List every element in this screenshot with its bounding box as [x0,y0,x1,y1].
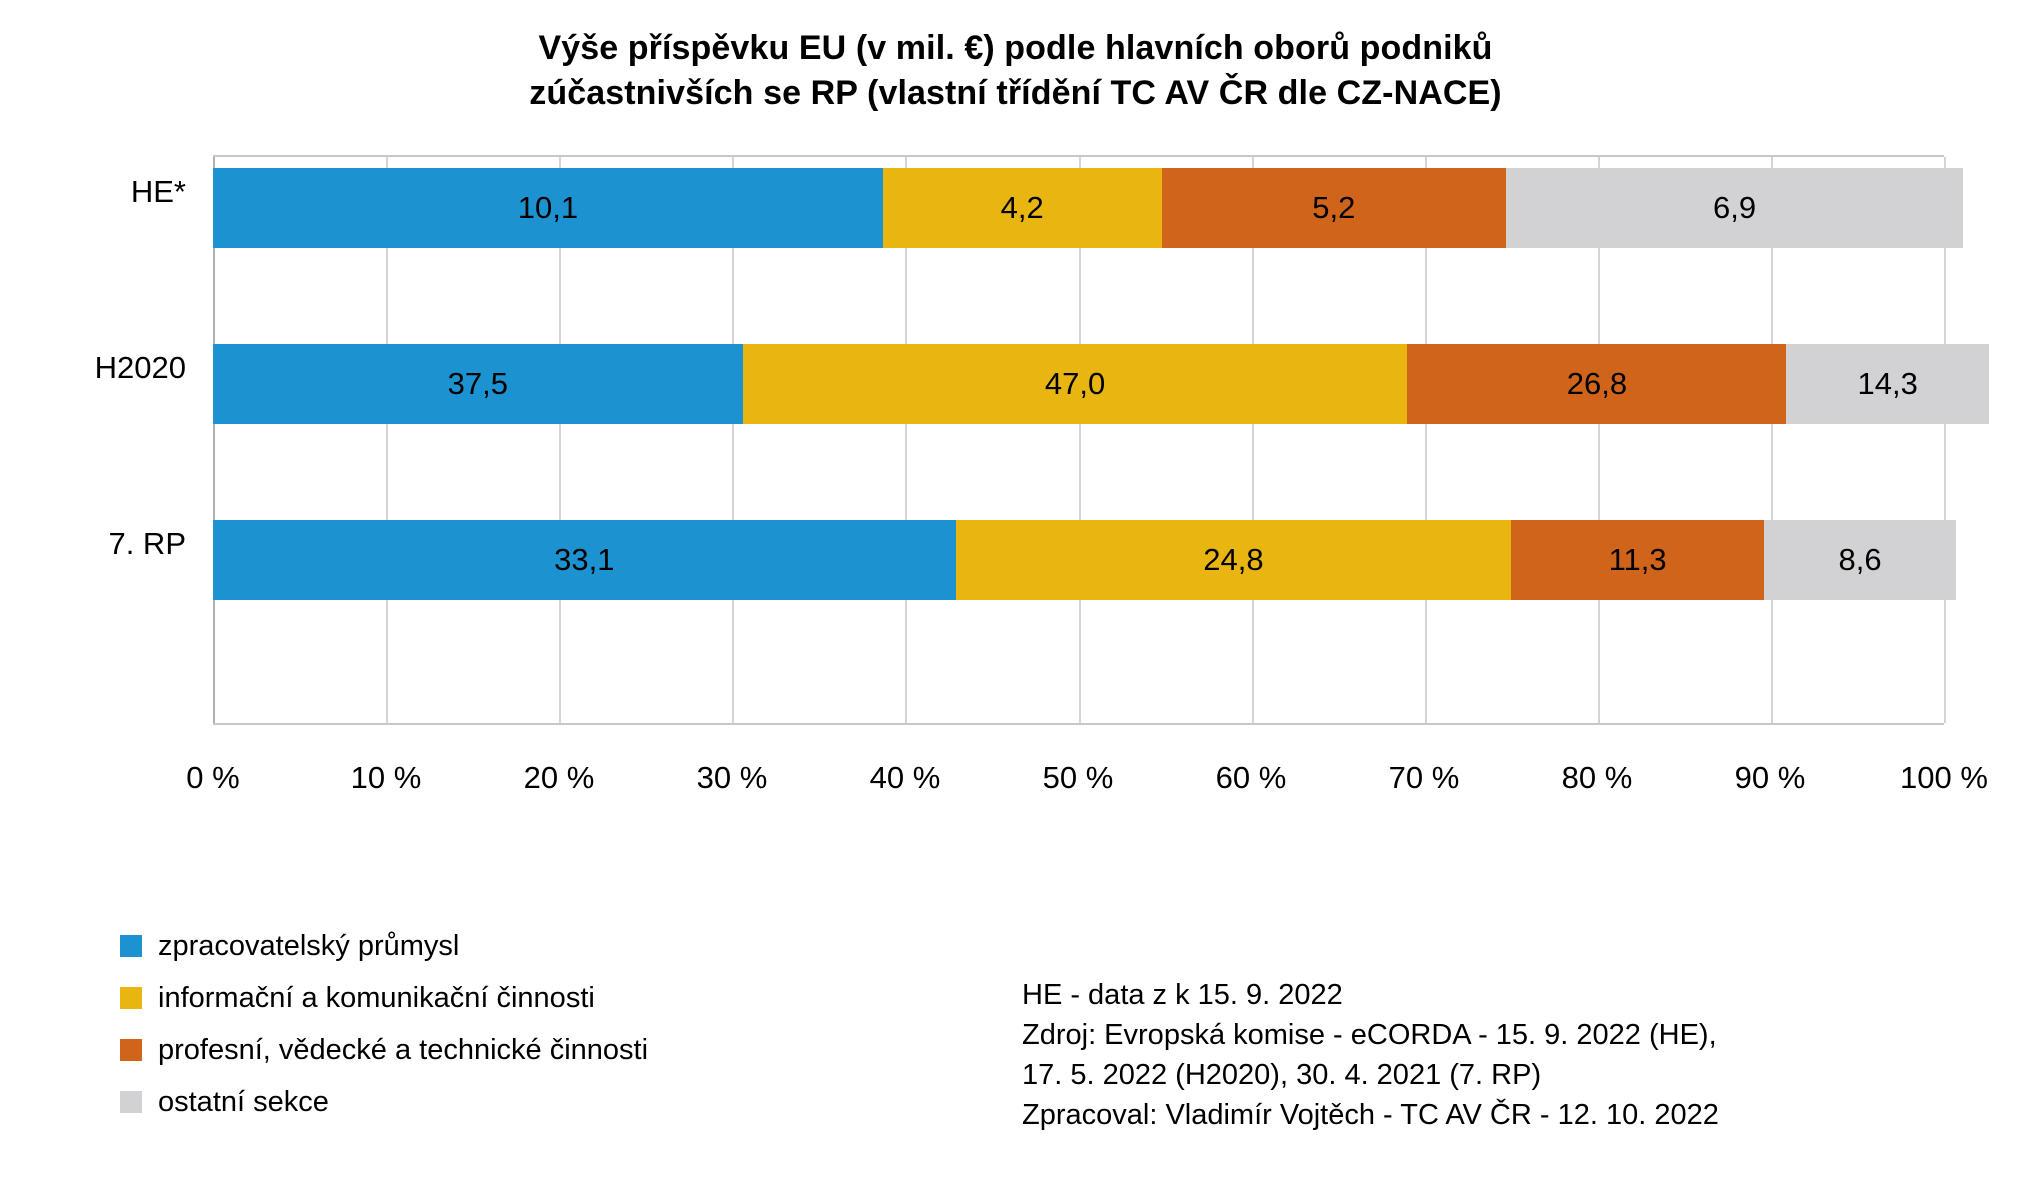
legend-item-label: informační a komunikační činnosti [158,981,595,1014]
legend-item-label: zpracovatelský průmysl [158,929,460,962]
x-tick-90: 90 % [1734,760,1806,795]
legend-item-zpracovatelsky-prumysl[interactable] [120,920,980,972]
bar-segment: 10,1 [213,168,883,248]
bar-segment: 47,0 [743,344,1408,424]
x-tick-20: 20 % [523,760,595,795]
bar-row-7rp [213,520,1944,600]
legend-item-profesni-vedecke-a-technicke-cinnosti[interactable] [120,1024,980,1076]
y-axis-label-7rp: 7. RP [108,526,186,561]
bar-segment: 4,2 [883,168,1162,248]
x-tick-70: 70 % [1388,760,1460,795]
legend-swatch-icon [120,987,142,1009]
source-note [1022,975,1982,1135]
chart-title-line-1: Výše příspěvku EU (v mil. €) podle hlavních oborů podniků [538,29,1493,67]
chart-title-line-2: zúčastnivších se RP (vlastní třídění TC AV ČR dle CZ-NACE) [529,73,1502,112]
x-tick-0: 0 % [186,760,240,795]
legend-swatch-icon [120,935,142,957]
chart-legend [120,920,980,1128]
legend-item-ostatni-sekce[interactable] [120,1076,980,1128]
x-tick-10: 10 % [350,760,422,795]
legend-item-label: ostatní sekce [158,1085,329,1118]
bar-row-h2020 [213,344,1944,424]
y-axis-label-he: HE* [130,174,186,209]
x-tick-40: 40 % [869,760,941,795]
x-tick-30: 30 % [696,760,768,795]
bar-row-he [213,168,1944,248]
x-tick-80: 80 % [1561,760,1633,795]
bar-segment: 14,3 [1786,344,1989,424]
bar-segment: 5,2 [1162,168,1506,248]
bar-segment: 11,3 [1511,520,1764,600]
bar-segment: 33,1 [213,520,956,600]
source-note-line-1: HE - data z k 15. 9. 2022 [1022,979,1343,1011]
bar-segment: 8,6 [1764,520,1956,600]
y-axis-label-h2020: H2020 [94,350,186,385]
bar-segment: 26,8 [1407,344,1786,424]
x-tick-50: 50 % [1042,760,1114,795]
x-tick-60: 60 % [1215,760,1287,795]
source-note-line-2: Zdroj: Evropská komise - eCORDA - 15. 9. 2022 (HE), [1022,1019,1717,1052]
source-note-line-3: 17. 5. 2022 (H2020), 30. 4. 2021 (7. RP) [1022,1059,1542,1092]
source-note-line-4: Zpracoval: Vladimír Vojtěch - TC AV ČR - 12. 10. 2022 [1022,1099,1719,1132]
legend-swatch-icon [120,1039,142,1061]
legend-item-informacni-a-komunikacni-cinnosti[interactable] [120,972,980,1024]
legend-item-label: profesní, vědecké a technické činnosti [158,1033,649,1066]
x-tick-100: 100 % [1900,760,1988,795]
bar-segment: 6,9 [1506,168,1963,248]
legend-swatch-icon [120,1091,142,1113]
bar-segment: 37,5 [213,344,743,424]
bar-segment: 24,8 [956,520,1512,600]
